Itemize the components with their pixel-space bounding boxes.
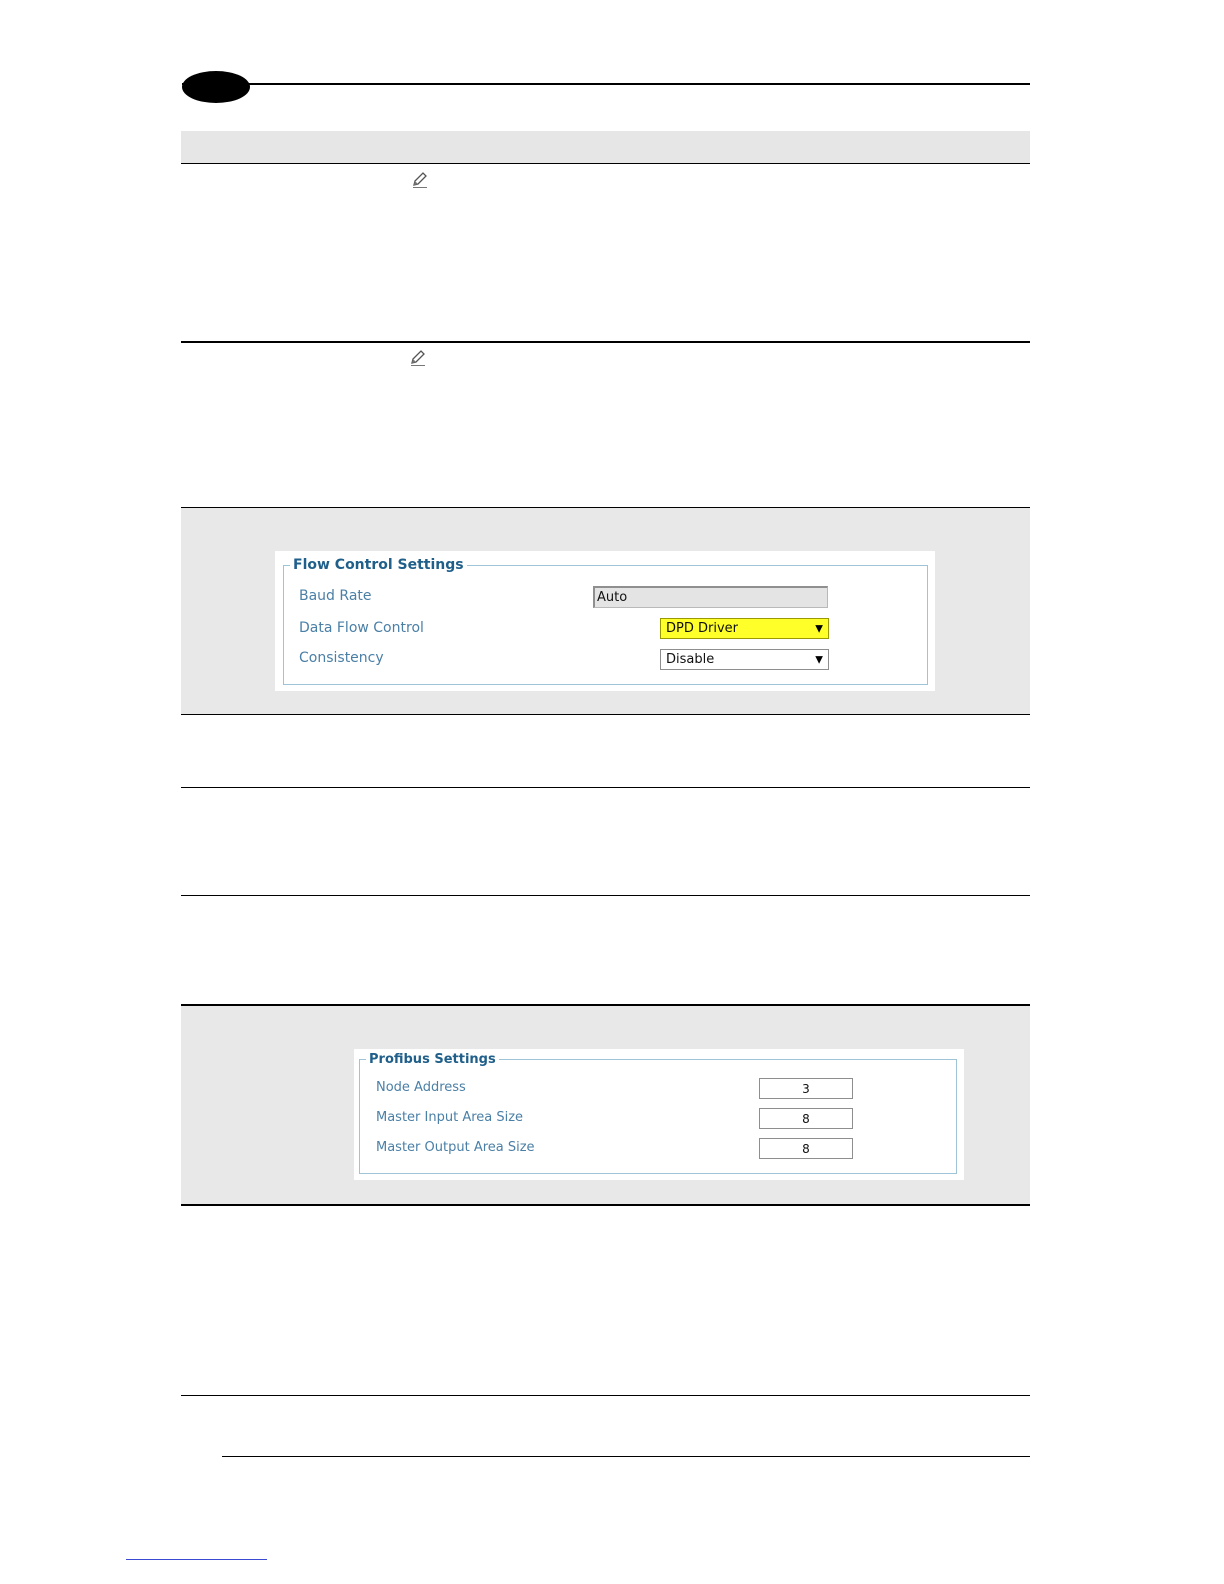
row-divider	[181, 787, 1030, 788]
flow-control-panel	[275, 551, 935, 691]
header-rule	[182, 83, 1030, 85]
row-divider	[181, 1395, 1030, 1396]
row-divider	[181, 714, 1030, 715]
row-divider	[181, 895, 1030, 896]
master-output-area-size-value: 8	[802, 1141, 810, 1156]
pencil-icon	[408, 348, 428, 368]
master-input-area-size-input[interactable]	[759, 1108, 853, 1129]
master-input-area-size-label: Master Input Area Size	[376, 1110, 524, 1125]
flow-control-legend: Flow Control Settings	[293, 557, 464, 573]
footer-link-underline[interactable]	[126, 1559, 267, 1560]
consistency-label: Consistency	[299, 650, 384, 666]
baud-rate-label: Baud Rate	[299, 588, 372, 604]
row-divider	[181, 1204, 1030, 1206]
row-divider	[181, 341, 1030, 343]
chapter-tab	[182, 71, 250, 103]
node-address-value: 3	[802, 1081, 810, 1096]
pencil-icon	[410, 170, 430, 190]
profibus-legend: Profibus Settings	[369, 1052, 496, 1067]
data-flow-control-label: Data Flow Control	[299, 620, 424, 636]
footer-rule	[222, 1456, 1030, 1457]
baud-rate-value: Auto	[597, 590, 628, 605]
consistency-select[interactable]	[660, 649, 829, 670]
node-address-label: Node Address	[376, 1080, 466, 1095]
master-input-area-size-value: 8	[802, 1111, 810, 1126]
triangle-down-icon: ▼	[815, 653, 823, 665]
triangle-down-icon: ▼	[815, 622, 823, 634]
consistency-value: Disable	[666, 652, 715, 667]
data-flow-control-select[interactable]	[660, 618, 829, 639]
profibus-panel	[354, 1049, 964, 1180]
data-flow-control-value: DPD Driver	[666, 621, 738, 636]
table-header	[181, 131, 1030, 164]
master-output-area-size-label: Master Output Area Size	[376, 1140, 535, 1155]
master-output-area-size-input[interactable]	[759, 1138, 853, 1159]
node-address-input[interactable]	[759, 1078, 853, 1099]
baud-rate-field	[593, 586, 828, 608]
